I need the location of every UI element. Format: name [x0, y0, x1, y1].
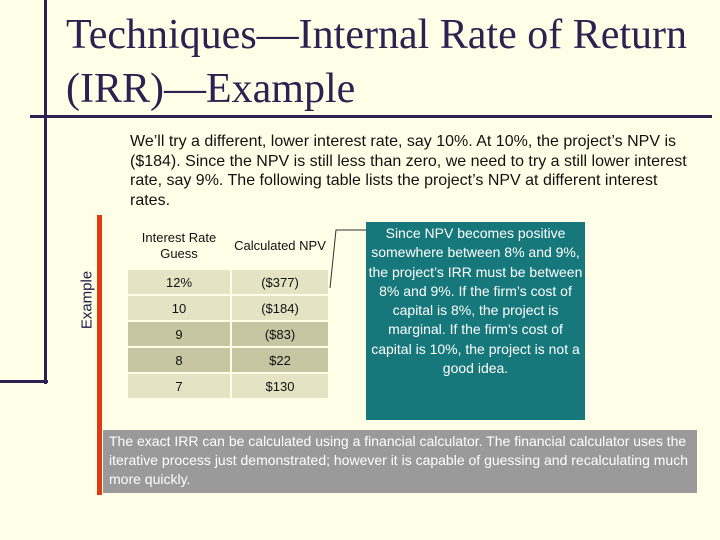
- table-row: [128, 374, 328, 398]
- table-row: [128, 348, 328, 372]
- npv-cell: ($83): [232, 322, 328, 346]
- table-row: [128, 270, 328, 294]
- npv-cell: ($184): [232, 296, 328, 320]
- table-row: [128, 296, 328, 320]
- callout-box: Since NPV becomes positive somewhere between 8% and 9%, the project’s IRR must be between 8% and 9%. If the firm’s cost of capital is 8%, the project is marginal. If the firm’s cost of capital is 10%, the project is not a good idea.: [366, 222, 585, 420]
- rate-cell: 12%: [128, 270, 230, 294]
- slide-title: Techniques—Internal Rate of Return (IRR)—Example: [66, 12, 688, 112]
- npv-cell: ($377): [232, 270, 328, 294]
- table-header-row: [128, 224, 328, 268]
- rate-cell: 10: [128, 296, 230, 320]
- rate-cell: 8: [128, 348, 230, 372]
- rate-cell: 7: [128, 374, 230, 398]
- left-divider-line: [44, 0, 47, 384]
- side-label-text: Example: [78, 270, 96, 330]
- npv-cell: $22: [232, 348, 328, 372]
- table-row: [128, 322, 328, 346]
- left-accent-line: [0, 380, 48, 383]
- red-accent-bar: [97, 215, 102, 495]
- npv-cell: $130: [232, 374, 328, 398]
- header-calculated-npv: Calculated NPV: [232, 224, 328, 268]
- connector-line: [330, 230, 366, 288]
- intro-paragraph: We’ll try a different, lower interest rate, say 10%. At 10%, the project’s NPV is ($184). Since the NPV is still less than zero, we need to try a still lower interest rate, say 9%. The following table lists the project’s NPV at different interest rates.: [130, 133, 687, 209]
- npv-table: [126, 222, 330, 400]
- header-interest-rate: Interest Rate Guess: [128, 224, 230, 268]
- bottom-note: The exact IRR can be calculated using a financial calculator. The financial calculator uses the iterative process just demonstrated; however it is capable of guessing and recalculating much more quickly.: [103, 430, 697, 493]
- rate-cell: 9: [128, 322, 230, 346]
